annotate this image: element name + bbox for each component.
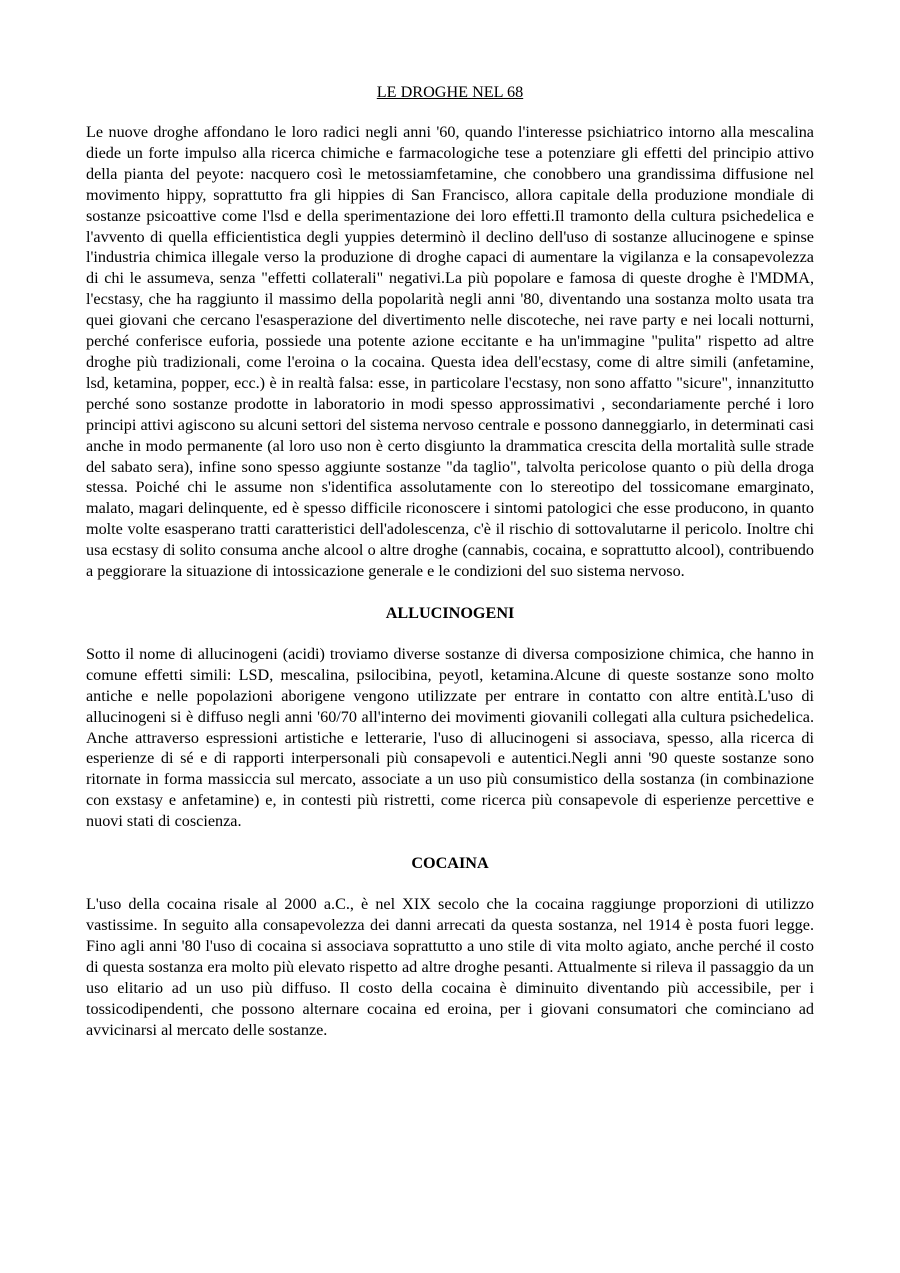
- allucinogeni-paragraph: Sotto il nome di allucinogeni (acidi) troviamo diverse sostanze di diversa composizione chimica, che hanno in comune effetti simili: LSD, mescalina, psilocibina, peyotl, ketamina.Alcune di queste sostanze sono molto antiche e nelle popolazioni aborigene vengono utilizzate per entrare in contatto con altre entità.L'uso di allucinogeni si è diffuso negli anni '60/70 all'interno dei movimenti giovanili collegati alla cultura psichedelica. Anche attraverso espressioni artistiche e letterarie, l'uso di allucinogeni si associava, spesso, alla ricerca di esperienze di sé e di rapporti interpersonali più consapevoli e autentici.Negli anni '90 queste sostanze sono ritornate in forma massiccia sul mercato, associate a un uso più consumistico della sostanza (in combinazione con exstasy e anfetamine) e, in contesti più ristretti, come ricerca più consapevole di esperienze percettive e nuovi stati di coscienza.: [86, 644, 814, 831]
- section-heading-allucinogeni: ALLUCINOGENI: [385, 603, 515, 622]
- document-title: LE DROGHE NEL 68: [376, 83, 524, 101]
- section-heading-cocaina: COCAINA: [411, 854, 489, 873]
- cocaina-paragraph: L'uso della cocaina risale al 2000 a.C., è nel XIX secolo che la cocaina raggiunge proporzioni di utilizzo vastissime. In seguito alla consapevolezza dei danni arrecati da questa sostanza, nel 1914 è posta fuori legge. Fino agli anni '80 l'uso di cocaina si associava soprattutto a uno stile di vita molto agiato, anche perché il costo di questa sostanza era molto più elevato rispetto ad altre droghe pesanti. Attualmente si rileva il passaggio da un uso elitario ad un uso più diffuso. Il costo della cocaina è diminuito diventando più accessibile, per i tossicodipendenti, che possono alternare cocaina ed eroina, per i giovani consumatori che cominciano ad avvicinarsi al mercato delle sostanze.: [86, 895, 814, 1039]
- intro-paragraph: Le nuove droghe affondano le loro radici negli anni '60, quando l'interesse psichiatrico intorno alla mescalina diede un forte impulso alla ricerca chimiche e farmacologiche tese a potenziare gli effetti del principio attivo della pianta del peyote: nacquero così le metossiamfetamine, che conobbero una grandissima diffusione nel movimento hippy, soprattutto fra gli hippies di San Francisco, allora capitale della produzione mondiale di sostanze psicoattive come l'lsd e della sperimentazione dei loro effetti.Il tramonto della cultura psichedelica e l'avvento di quella efficientistica degli yuppies determinò il declino dell'uso di sostanze allucinogene e spinse l'industria chimica illegale verso la produzione di droghe capaci di aumentare la vigilanza e la consapevolezza di chi le assumeva, senza "effetti collaterali" negativi.La più popolare e famosa di queste droghe è l'MDMA, l'ecstasy, che ha raggiunto il massimo della popolarità negli anni '80, diventando una sostanza molto usata tra quei giovani che cercano l'esasperazione del divertimento nelle discoteche, nei rave party e nei locali notturni, perché conferisce euforia, possiede una potente azione eccitante e ha un'immagine "pulita" rispetto ad altre droghe più tradizionali, come l'eroina o la cocaina. Questa idea dell'ecstasy, come di altre simili (anfetamine, lsd, ketamina, popper, ecc.) è in realtà falsa: esse, in particolare l'ecstasy, non sono affatto "sicure", innanzitutto perché sono sostanze prodotte in laboratorio in modi spesso approssimativi , secondariamente perché i loro principi attivi agiscono su alcuni settori del sistema nervoso centrale e possono danneggiarlo, in determinati casi anche in modo permanente (al loro uso non è certo disgiunto la drammatica crescita della mortalità sulle strade del sabato sera), infine sono spesso aggiunte sostanze "da taglio", talvolta pericolose quanto o più della droga stessa. Poiché chi le assume non s'identifica assolutamente con lo stereotipo del tossicomane emarginato, malato, magari delinquente, ed è spesso difficile riconoscere i sintomi patologici che esse producono, in quanto molte volte esasperano tratti caratteristici dell'adolescenza, c'è il rischio di sottovalutarne il pericolo. Inoltre chi usa ecstasy di solito consuma anche alcool o altre droghe (cannabis, cocaina, e soprattutto alcool), contribuendo a peggiorare la situazione di intossicazione generale e le condizioni del suo sistema nervoso.: [86, 123, 814, 581]
- document-page: [86, 82, 814, 1040]
